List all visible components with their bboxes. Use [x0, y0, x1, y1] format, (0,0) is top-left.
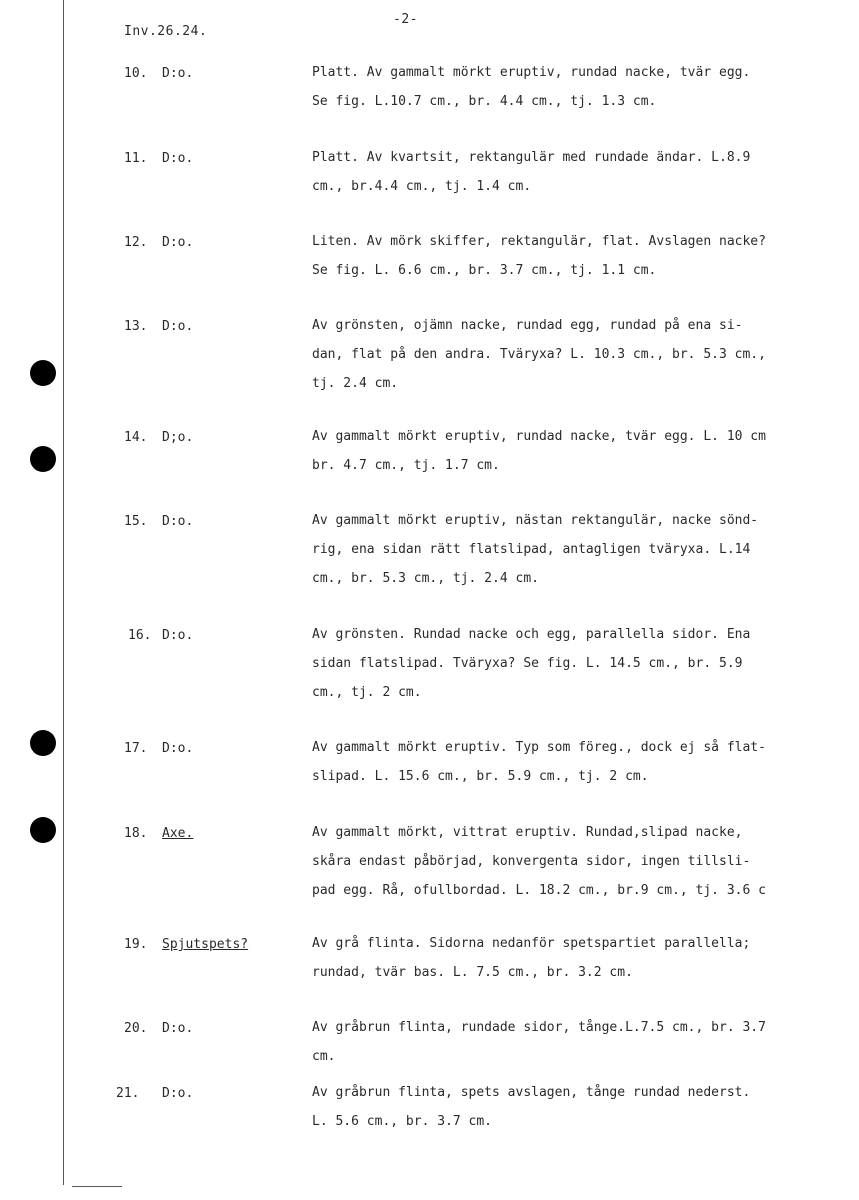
description-line: rig, ena sidan rätt flatslipad, antagligen tväryxa. L.14: [312, 542, 751, 557]
entry-description: [312, 1078, 822, 1136]
entry-label: D:o.: [162, 66, 194, 81]
entry-number: 10.: [124, 66, 148, 81]
entry-description: [312, 506, 822, 593]
entry-label: D:o.: [162, 514, 194, 529]
entry-label: D:o.: [162, 235, 194, 250]
description-line: Platt. Av kvartsit, rektangulär med rundade ändar. L.8.9: [312, 150, 751, 165]
description-line: br. 4.7 cm., tj. 1.7 cm.: [312, 458, 500, 473]
description-line: Av grå flinta. Sidorna nedanför spetspartiet parallella;: [312, 936, 751, 951]
description-line: Se fig. L.10.7 cm., br. 4.4 cm., tj. 1.3 cm.: [312, 94, 657, 109]
description-line: dan, flat på den andra. Tväryxa? L. 10.3 cm., br. 5.3 cm.,: [312, 347, 766, 362]
description-line: Av gråbrun flinta, spets avslagen, tånge rundad nederst.: [312, 1085, 751, 1100]
description-line: Av gråbrun flinta, rundade sidor, tånge.L.7.5 cm., br. 3.7: [312, 1020, 766, 1035]
description-line: rundad, tvär bas. L. 7.5 cm., br. 3.2 cm.: [312, 965, 633, 980]
entry-label: D:o.: [162, 741, 194, 756]
description-line: Av gammalt mörkt eruptiv, nästan rektangulär, nacke sönd-: [312, 513, 759, 528]
entry-number: 21.: [116, 1086, 140, 1101]
description-line: cm., br. 5.3 cm., tj. 2.4 cm.: [312, 571, 539, 586]
entry-description: [312, 227, 822, 285]
description-line: cm., br.4.4 cm., tj. 1.4 cm.: [312, 179, 532, 194]
entry-number: 11.: [124, 151, 148, 166]
entry-label: D:o.: [162, 151, 194, 166]
entry-label: Axe.: [162, 826, 194, 841]
description-line: tj. 2.4 cm.: [312, 376, 399, 391]
entry-label: D:o.: [162, 1086, 194, 1101]
entry-number: 16.: [128, 628, 152, 643]
entry-description: [312, 311, 822, 398]
footer-line: [72, 1186, 122, 1187]
entry-label: D;o.: [162, 430, 194, 445]
entry-description: [312, 58, 822, 116]
punch-hole: [30, 360, 56, 386]
entry-number: 15.: [124, 514, 148, 529]
description-line: cm.: [312, 1049, 336, 1064]
punch-hole: [30, 446, 56, 472]
entry-number: 19.: [124, 937, 148, 952]
description-line: Av gammalt mörkt, vittrat eruptiv. Rundad,slipad nacke,: [312, 825, 743, 840]
entry-number: 20.: [124, 1021, 148, 1036]
description-line: L. 5.6 cm., br. 3.7 cm.: [312, 1114, 493, 1129]
description-line: Liten. Av mörk skiffer, rektangulär, flat. Avslagen nacke?: [312, 234, 766, 249]
entry-description: [312, 620, 822, 707]
page-number: -2-: [393, 12, 418, 27]
description-line: pad egg. Rå, ofullbordad. L. 18.2 cm., br.9 cm., tj. 3.6 c: [312, 883, 766, 898]
punch-hole: [30, 730, 56, 756]
entry-number: 12.: [124, 235, 148, 250]
entry-number: 18.: [124, 826, 148, 841]
description-line: Platt. Av gammalt mörkt eruptiv, rundad nacke, tvär egg.: [312, 65, 751, 80]
entry-description: [312, 143, 822, 201]
entry-description: [312, 733, 822, 791]
entry-number: 13.: [124, 319, 148, 334]
entry-number: 14.: [124, 430, 148, 445]
entry-number: 17.: [124, 741, 148, 756]
entry-description: [312, 929, 822, 987]
description-line: Av gammalt mörkt eruptiv. Typ som föreg., dock ej så flat-: [312, 740, 766, 755]
inventory-number: Inv.26.24.: [124, 24, 208, 39]
entry-label: Spjutspets?: [162, 937, 249, 952]
description-line: skåra endast påbörjad, konvergenta sidor, ingen tillsli-: [312, 854, 751, 869]
entry-label: D:o.: [162, 1021, 194, 1036]
description-line: slipad. L. 15.6 cm., br. 5.9 cm., tj. 2 cm.: [312, 769, 649, 784]
description-line: Se fig. L. 6.6 cm., br. 3.7 cm., tj. 1.1 cm.: [312, 263, 657, 278]
description-line: Av grönsten. Rundad nacke och egg, parallella sidor. Ena: [312, 627, 751, 642]
entry-label: D:o.: [162, 628, 194, 643]
punch-hole: [30, 817, 56, 843]
entry-description: [312, 1013, 822, 1071]
description-line: Av gammalt mörkt eruptiv, rundad nacke, tvär egg. L. 10 cm: [312, 429, 766, 444]
margin-line: [63, 0, 64, 1185]
entry-label: D:o.: [162, 319, 194, 334]
entry-description: [312, 422, 822, 480]
entry-description: [312, 818, 822, 905]
description-line: Av grönsten, ojämn nacke, rundad egg, rundad på ena si-: [312, 318, 743, 333]
description-line: sidan flatslipad. Tväryxa? Se fig. L. 14.5 cm., br. 5.9: [312, 656, 743, 671]
description-line: cm., tj. 2 cm.: [312, 685, 422, 700]
